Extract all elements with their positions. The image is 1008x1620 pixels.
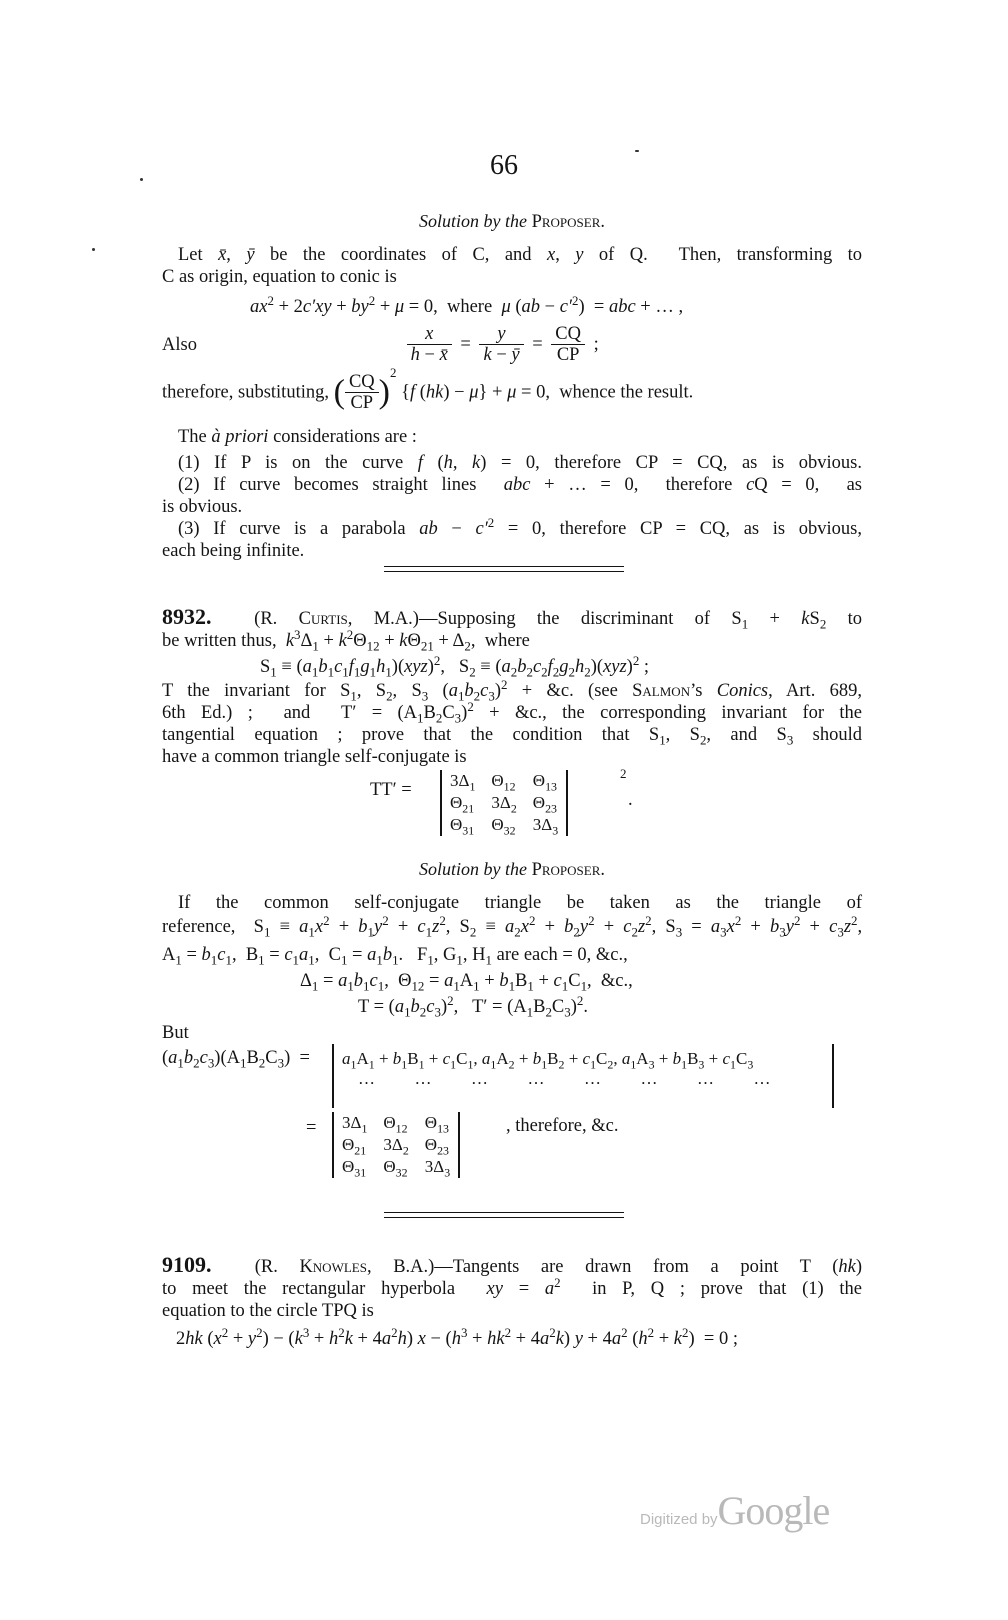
paragraph-line: Let x̄, ȳ be the coordinates of C, and x, y of Q. Then, transforming to — [178, 245, 863, 265]
section-rule — [384, 566, 624, 567]
solution-heading — [162, 210, 862, 233]
fraction: $\frac{CQ}{CP}$ — [551, 324, 585, 365]
digitized-by-text: Digitized by — [640, 1511, 718, 1528]
paragraph-line: C as origin, equation to conic is — [162, 267, 397, 287]
section-rule — [384, 1212, 624, 1213]
paragraph-line: $A_1 = b_1c_1$, $B_1 = c_1a_1$, $C_1 = a_1b_1$. $F_1$, $G_1$, $H_1$ are each = 0, &c., — [162, 945, 628, 968]
question-number: 8932. — [162, 604, 212, 629]
paragraph-line: The à priori considerations are : — [178, 427, 417, 447]
paragraph-line: (3) If curve is a parabola ab − $c'^2 = 0$, therefore CP = CQ, as is obvious, — [178, 514, 862, 539]
paragraph-line: But — [162, 1023, 189, 1043]
paragraph-line: equation to the circle TPQ is — [162, 1301, 374, 1321]
page-number: 66 — [490, 150, 518, 181]
paragraph-line: (2) If curve becomes straight lines abc + … = 0, therefore cQ = 0, as — [178, 475, 862, 495]
determinant: $3\Delta_1$ $\Theta_{12}$ $\Theta_{13}$ $\Theta_{21}$ $3\Delta_2$ $\Theta_{23}$ $\Theta_{31}$ $\Theta_{32}$ $3\Delta_3$ — [332, 1112, 460, 1178]
paragraph-line: tangential equation ; prove that the condition that $S_1$, $S_2$, and $S_3$ should — [162, 725, 862, 748]
equation: $T = (a_1b_2c_3)^2$, $T' = (A_1B_2C_3)^2$. — [358, 992, 588, 1020]
period: . — [628, 790, 633, 810]
equation: 2hk $(x^2 + y^2) - (k^3 + h^2k + 4a^2h) x - (h^3 + hk^2 + 4a^2k) y + 4a^2$ $(h^2 + k^2) = 0$ ; — [176, 1324, 738, 1349]
equation: $S_1 \equiv (a_1b_1c_1f_1g_1h_1)(xyz)^2$, $S_2 \equiv (a_2b_2c_2f_2g_2h_2)(xyz)^2$ ; — [260, 652, 650, 680]
paragraph-line: reference, $S_1 \equiv a_1x^2 + b_1y^2 + c_1z^2$, $S_2 \equiv a_2x^2 + b_2y^2 + c_2z^2$, $S_3 = a_3x^2 + b_3y^2 + c_3z^2$, — [162, 912, 863, 940]
paragraph-line: 8932. (R. Curtis, M.A.)—Supposing the discriminant of $S_1 + kS_2$ to — [162, 604, 863, 632]
equation-substituting: therefore, substituting, ( $\frac{CQ}{CP}$ )$^2$ {f (hk) − μ} + μ = 0, whence the result. — [162, 364, 694, 413]
section-rule — [384, 1217, 624, 1218]
equals: = — [306, 1118, 317, 1138]
equation-also: Also $\frac{x}{h - x̄}$ = $\frac{y}{k - ȳ}$ = $\frac{CQ}{CP}$ ; — [162, 324, 599, 365]
paragraph-line: is obvious. — [162, 497, 243, 517]
paragraph-line: If the common self-conjugate triangle be taken as the triangle of — [178, 893, 862, 913]
paragraph-line: to meet the rectangular hyperbola xy = $a^2$ in P, Q ; prove that (1) the — [162, 1274, 862, 1299]
paragraph-line: (1) If P is on the curve f (h, k) = 0, therefore CP = CQ, as is obvious. — [178, 453, 862, 473]
heading-proposer: Proposer. — [531, 860, 606, 880]
fraction: $\frac{CQ}{CP}$ — [345, 372, 379, 413]
heading-proposer: Proposer. — [531, 212, 606, 232]
question-number: 9109. — [162, 1252, 212, 1277]
paragraph-line: be written thus, $k^3\Delta_1 + k^2\Theta_{12} + k\Theta_{21} + \Delta_2$, where — [162, 626, 530, 654]
equation-label: TT′ = — [370, 780, 412, 800]
paragraph-line: T the invariant for $S_1$, $S_2$, $S_3$ $(a_1b_2c_3)^2$ + &c. (see Salmon’s Conics, Art. 689, — [162, 676, 862, 704]
section-rule — [384, 571, 624, 572]
paragraph-line: have a common triangle self-conjugate is — [162, 747, 467, 767]
determinant: $a_1A_1 + b_1B_1 + c_1C_1$, $a_1A_2 + b_1B_2 + c_1C_2$, $a_1A_3 + b_1B_3 + c_1C_3$ … … … … … … … … — [332, 1044, 834, 1108]
solution-heading — [162, 858, 862, 881]
equation-label: $(a_1b_2c_3)(A_1B_2C_3)$ = — [162, 1048, 310, 1071]
paragraph-line: each being infinite. — [162, 541, 305, 561]
heading-italic: Solution by the — [418, 859, 527, 879]
fraction: $\frac{x}{h - x̄}$ — [407, 324, 452, 365]
determinant: $3\Delta_1$ $\Theta_{12}$ $\Theta_{13}$ $\Theta_{21}$ $3\Delta_2$ $\Theta_{23}$ $\Theta_{31}$ $\Theta_{32}$ $3\Delta_3$ — [440, 770, 568, 836]
paragraph-line: 9109. (R. Knowles, B.A.)—Tangents are drawn from a point T (hk) — [162, 1252, 862, 1277]
google-logo: Google — [717, 1488, 830, 1533]
fraction: $\frac{y}{k - ȳ}$ — [479, 324, 523, 365]
exponent: 2 — [620, 766, 627, 781]
equation-tail: , therefore, &c. — [506, 1116, 619, 1136]
equation: $\Delta_1 = a_1b_1c_1$, $\Theta_{12} = a_1A_1 + b_1B_1 + c_1C_1$, &c., — [300, 971, 633, 994]
speck — [92, 248, 95, 251]
paragraph-line: 6th Ed.) ; and $T' = (A_1B_2C_3)^2$ + &c., the corresponding invariant for the — [162, 698, 862, 726]
equation: $ax^2 + 2c'xy + by^2 + \mu = 0$, where μ $(ab - c'^2)$ = abc + … , — [250, 292, 684, 317]
google-watermark — [640, 1487, 829, 1534]
heading-italic: Solution by the — [418, 211, 527, 231]
